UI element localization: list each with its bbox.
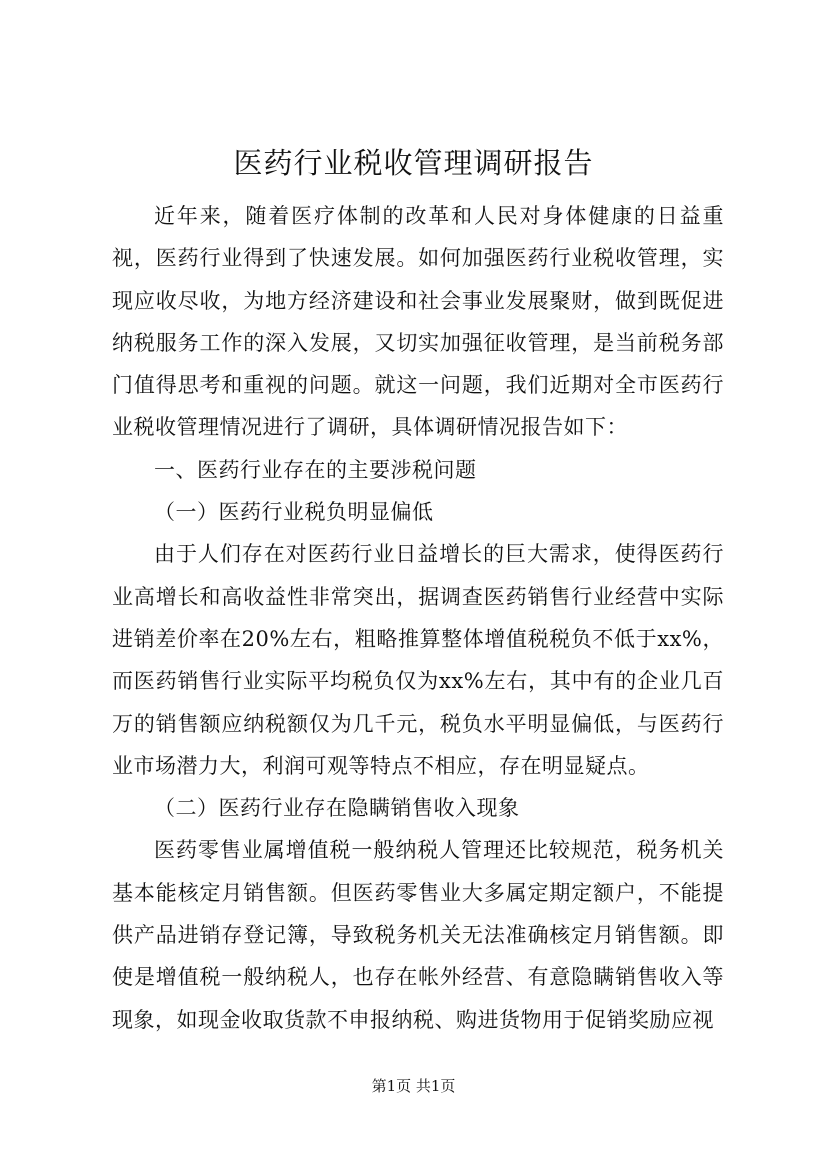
document-body: [112, 195, 724, 1041]
section-heading: 一、医药行业存在的主要涉税问题: [154, 457, 477, 482]
document-title: 医药行业税收管理调研报告: [233, 146, 594, 180]
body-paragraph: 由于人们存在对医药行业日益增长的巨大需求，使得医药行业高增长和高收益性非常突出，据调查医药销售行业经营中实际进销差价率在20%左右，粗略推算整体增值税税负不低于xx%，而医药销售行业实际平均税负仅为xx%左右，其中有的企业几百万的销售额应纳税额仅为几千元，税负水平明显偏低，与医药行业市场潜力大，利润可观等特点不相应，存在明显疑点。: [112, 542, 724, 778]
subsection-heading: （二）医药行业存在隐瞒销售收入现象: [154, 796, 520, 821]
page-footer: 第1页 共1页: [371, 1077, 456, 1095]
subsection-heading: （一）医药行业税负明显偏低: [154, 500, 434, 525]
intro-paragraph: 近年来，随着医疗体制的改革和人民对身体健康的日益重视，医药行业得到了快速发展。如何加强医药行业税收管理，实现应收尽收，为地方经济建设和社会事业发展聚财，做到既促进纳税服务工作的深入发展，又切实加强征收管理，是当前税务部门值得思考和重视的问题。就这一问题，我们近期对全市医药行业税收管理情况进行了调研，具体调研情况报告如下：: [112, 204, 724, 440]
body-paragraph: 医药零售业属增值税一般纳税人管理还比较规范，税务机关基本能核定月销售额。但医药零售业大多属定期定额户，不能提供产品进销存登记簿，导致税务机关无法准确核定月销售额。即使是增值税一般纳税人，也存在帐外经营、有意隐瞒销售收入等现象，如现金收取货款不申报纳税、购进货物用于促销奖励应视: [112, 838, 724, 1032]
